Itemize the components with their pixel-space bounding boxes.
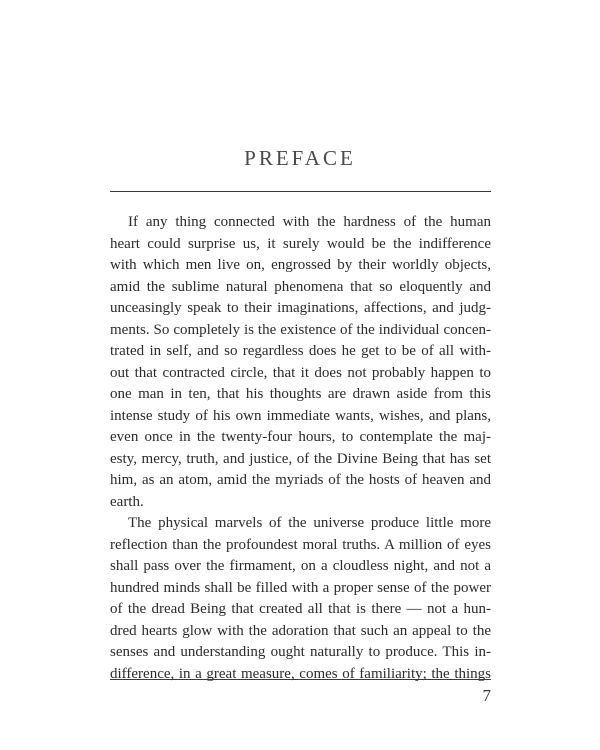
- text-line: ments. So completely is the existence of the individual concen-: [110, 321, 491, 338]
- text-line: reflection than the profoundest moral truths. A million of eyes: [110, 536, 491, 553]
- top-rule-divider: [110, 191, 491, 192]
- text-line: with which men live on, engrossed by their worldly objects,: [110, 257, 491, 273]
- text-line: trated in self, and so regardless does he get to be of all with-: [110, 343, 491, 359]
- text-line: esty, mercy, truth, and justice, of the Divine Being that has set: [110, 450, 491, 467]
- page-title: PREFACE: [244, 146, 356, 170]
- text-line: even once in the twenty-four hours, to contemplate the maj-: [110, 429, 491, 445]
- text-line: senses and understanding ought naturally to produce. This in-: [110, 644, 491, 660]
- text-line: earth.: [110, 493, 144, 510]
- text-line: difference, in a great measure, comes of familiarity; the things: [110, 665, 491, 682]
- text-line: one man in ten, that his thoughts are drawn aside from this: [110, 386, 491, 402]
- text-line: of the dread Being that created all that is there — not a hun-: [110, 601, 491, 617]
- text-line: heart could surprise us, it surely would be the indifference: [110, 235, 491, 252]
- text-line: dred hearts glow with the adoration that such an appeal to the: [110, 622, 491, 639]
- text-line: him, as an atom, amid the myriads of the hosts of heaven and: [110, 472, 491, 488]
- paragraph-2: [110, 513, 491, 685]
- bottom-rule-divider: [110, 679, 491, 680]
- paragraph-1: [110, 212, 491, 513]
- text-line: shall pass over the firmament, on a cloudless night, and not a: [110, 558, 491, 574]
- text-line: The physical marvels of the universe produce little more: [128, 515, 491, 531]
- body-text: [110, 212, 491, 685]
- text-line: If any thing connected with the hardness of the human: [128, 214, 491, 230]
- text-line: amid the sublime natural phenomena that so eloquently and: [110, 278, 491, 295]
- text-line: out that contracted circle, that it does not probably happen to: [110, 364, 491, 381]
- text-line: hundred minds shall be filled with a proper sense of the power: [110, 579, 491, 596]
- text-line: intense study of his own immediate wants, wishes, and plans,: [110, 407, 491, 424]
- page-number: 7: [482, 686, 491, 705]
- text-line: unceasingly speak to their imaginations, affections, and judg-: [110, 300, 491, 316]
